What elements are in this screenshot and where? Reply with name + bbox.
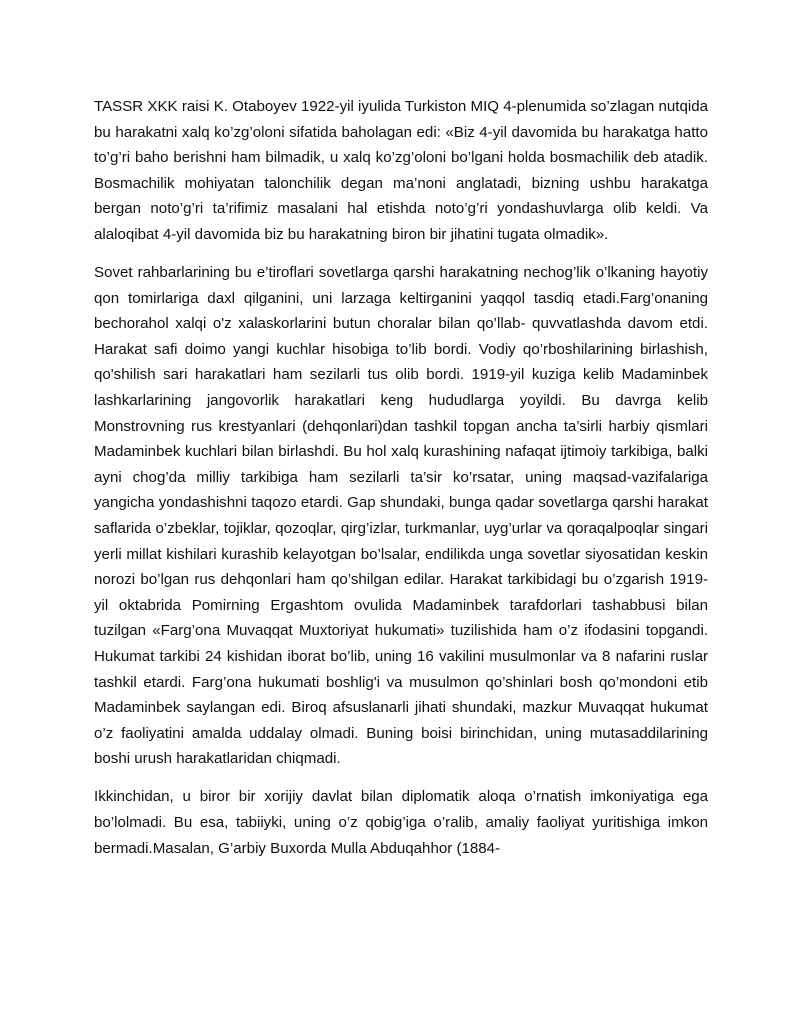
document-page [94, 94, 708, 874]
paragraph-1: TASSR XKK raisi K. Otaboyev 1922-yil iyulida Turkiston MIQ 4-plenumida so’zlagan nutqida bu harakatni xalq ko’zg’oloni sifatida baholagan edi: «Biz 4-yil davomida bu harakatga hatto to’g’ri baho berishni ham bilmadik, u xalq ko’zg’oloni bo’lgani holda bosmachilik deb atadik. Bosmachilik mohiyatan talonchilik degan ma’noni anglatadi, bizning ushbu harakatga bergan noto’g’ri ta’rifimiz masalani hal etishda noto’g’ri yondashuvlarga olib keldi. Va alaloqibat 4-yil davomida biz bu harakatning biron bir jihatini tugata olmadik». [94, 98, 708, 243]
paragraph-2: Sovet rahbarlarining bu e’tiroflari sovetlarga qarshi harakatning nechog’lik o’lkaning hayotiy qon tomirlariga daxl qilganini, uni larzaga keltirganini yaqqol tasdiq etadi.Farg’onaning bechorahol xalqi o'z xalaskorlarini butun choralar bilan qo’llab- quvvatlashda davom etdi. Harakat safi doimo yangi kuchlar hisobiga to’lib bordi. Vodiy qo’rboshilarining birlashish, qo'shilish sari harakatlari ham sezilarli tus olib bordi. 1919-yil kuziga kelib Madaminbek lashkarlarining jangovorlik harakatlari keng hududlarga yoyildi. Bu davrga kelib Monstrovning rus krestyanlari (dehqonlari)dan tashkil topgan ancha ta’sirli harbiy qismlari Madaminbek kuchlari bilan birlashdi. Bu hol xalq kurashining nafaqat ijtimoiy tarkibiga, balki ayni chog’da milliy tarkibiga ham sezilarli ta’sir ko’rsatar, uning maqsad-vazifalariga yangicha yondashishni taqozo etardi. Gap shundaki, bunga qadar sovetlarga qarshi harakat saflarida o’zbeklar, tojiklar, qozoqlar, qirg’izlar, turkmanlar, uyg’urlar va qoraqalpoqlar singari yerli millat kishilari kurashib kelayotgan bo’lsalar, endilikda unga sovetlar siyosatidan keskin norozi bo’lgan rus dehqonlari ham qo’shilgan edilar. Harakat tarkibidagi bu o’zgarish 1919-yil oktabrida Pomirning Ergashtom ovulida Madaminbek tarafdorlari tashabbusi bilan tuzilgan «Farg’ona Muvaqqat Muxtoriyat hukumati» tuzilishida ham o’z ifodasini topgandi. Hukumat tarkibi 24 kishidan iborat bo’lib, uning 16 vakilini musulmonlar va 8 nafarini ruslar tashkil etardi. Farg’ona hukumati boshlig'i va musulmon qo’shinlari bosh qo’mondoni etib Madaminbek saylangan edi. Biroq afsuslanarli jihati shundaki, mazkur Muvaqqat hukumat o’z faoliyatini amalda uddalay olmadi. Buning boisi birinchidan, uning mutasaddilarining boshi urush harakatlaridan chiqmadi. [94, 264, 708, 768]
paragraph-3: Ikkinchidan, u biror bir xorijiy davlat bilan diplomatik aloqa o’rnatish imkoniyatiga ega bo’lolmadi. Bu esa, tabiiyki, uning o’z qobig’iga o’ralib, amaliy faoliyat yuritishiga imkon bermadi.Masalan, G’arbiy Buxorda Mulla Abduqahhor (1884- [94, 788, 708, 857]
